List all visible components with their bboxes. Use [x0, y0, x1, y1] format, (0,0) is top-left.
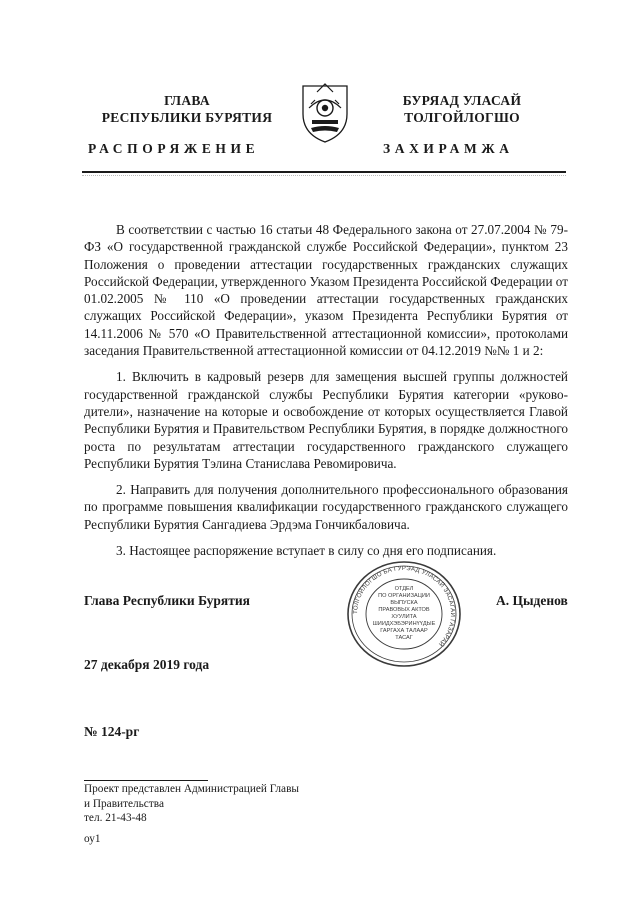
- official-stamp: [344, 558, 464, 670]
- stamp-line: ВЫПУСКА: [390, 600, 418, 606]
- footnote-phone: тел. 21-43-48: [84, 812, 147, 824]
- header-left-line2: РЕСПУБЛИКИ БУРЯТИЯ: [101, 110, 273, 125]
- footnote: [84, 782, 299, 846]
- header-right: [362, 92, 562, 126]
- stamp-line: ШИИДХЭБЭРИНҮҮДЫЕ: [372, 621, 436, 627]
- stamp-ring-text: ТОЛГОЙЛОГШО БА ГУРЭАД УЛАСАЙ ЗАСАГАЙ ГАЗАРАЙ: [352, 565, 456, 647]
- footnote-code: оу1: [84, 832, 101, 845]
- item-3-paragraph: 3. Настоящее распоряжение вступает в силу со дня его подписания.: [116, 543, 497, 559]
- preamble-paragraph: В соответствии с частью 16 статьи 48 Федерального закона от 27.07.2004 № 79-ФЗ «О государственной гражданской службе Российской Федерации», пунктом 23 Положения о проведении аттестации государственных гражданских служащих Российской Федерации, утвержденного Указом Президента Российской Федерации от 01.02.2005 № 110 «О проведении аттестации государственных гражданских служащих Российской Федерации», указом Президента Республики Бурятия от 14.11.2006 № 570 «О Правительственной аттестационной комиссии», протоколами заседания Правительственной аттестационной комиссии от 04.12.2019 №№ 1 и 2:: [84, 222, 568, 359]
- document-number: № 124-рг: [84, 724, 140, 739]
- footnote-divider: [84, 780, 208, 781]
- document-date: 27 декабря 2019 года: [84, 657, 210, 672]
- stamp-line: ХУУЛИТА: [391, 614, 417, 620]
- signatory-name: А. Цыденов: [496, 593, 568, 608]
- header-right-line1: БУРЯАД УЛАСАЙ: [402, 93, 522, 108]
- coat-of-arms-icon: [297, 78, 353, 144]
- header-divider-dotted: [82, 175, 566, 176]
- stamp-line: ПО ОРГАНИЗАЦИИ: [378, 593, 430, 599]
- document-body: [84, 221, 568, 559]
- header-divider: [82, 171, 566, 173]
- header-left: [82, 92, 292, 126]
- stamp-line: ТАСАГ: [395, 635, 413, 641]
- stamp-line: ГАРГАХА ТАЛААР: [380, 628, 428, 634]
- footnote-line: Проект представлен Администрацией Главы: [84, 783, 299, 795]
- footnote-line: и Правительства: [84, 797, 164, 810]
- item-2-paragraph: 2. Направить для получения дополнительного профессионального образования по программе повышения квалификации государственного гражданского служащего Республики Бурятия Сангадиева Эрдэма Гончикбаловича.: [84, 482, 568, 532]
- document-kind-bua: ЗАХИРАМЖА: [383, 141, 514, 156]
- stamp-line: ПРАВОВЫХ АКТОВ: [378, 607, 430, 613]
- header-left-line1: ГЛАВА: [164, 93, 210, 108]
- header-right-line2: ТОЛГОЙЛОГШО: [404, 110, 520, 125]
- stamp-line: ОТДЕЛ: [394, 586, 414, 592]
- item-1-paragraph: 1. Включить в кадровый резерв для замещения высшей группы должностей государственной гражданской службы Республики Бурятия категории «руководители», назначение на которые и освобождение от которых осуществляется Главой Республики Бурятия и Правительством Республики Бурятия, в порядке должностного роста по результатам аттестации государственного гражданского служащего Республики Бурятия Тэлина Станислава Ревомировича.: [84, 369, 568, 471]
- document-kind-ru: РАСПОРЯЖЕНИЕ: [88, 141, 260, 156]
- signatory-title: Глава Республики Бурятия: [84, 593, 250, 608]
